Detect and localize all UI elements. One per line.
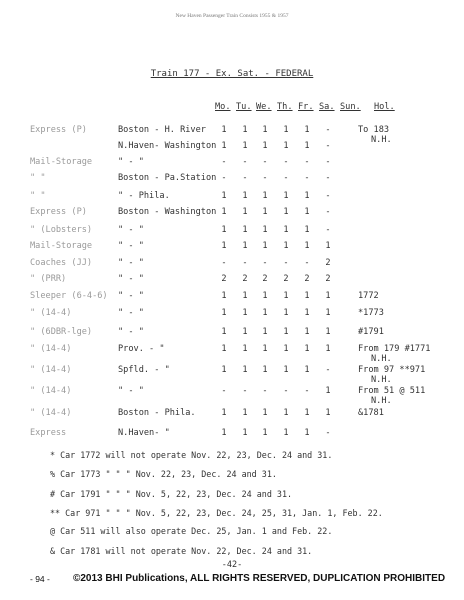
route: " - " — [118, 157, 144, 167]
day-count: - — [221, 258, 227, 268]
car-type: " (Lobsters) — [30, 225, 93, 235]
day-count: - — [283, 386, 289, 396]
day-count: - — [262, 258, 268, 268]
day-count: 1 — [325, 344, 331, 354]
day-count: 1 — [283, 308, 289, 318]
day-count: 1 — [262, 241, 268, 251]
route: N.Haven- Washington — [118, 141, 217, 151]
column-header: Fr. — [298, 102, 314, 112]
day-count: - — [283, 173, 289, 183]
day-count: - — [221, 173, 227, 183]
day-count: 1 — [262, 141, 268, 151]
day-count: 1 — [325, 308, 331, 318]
route: " - " — [118, 291, 144, 301]
column-header: Tu. — [236, 102, 252, 112]
day-count: 1 — [262, 191, 268, 201]
day-count: 1 — [262, 308, 268, 318]
car-type: " (PRR) — [30, 274, 67, 284]
day-count: 1 — [262, 207, 268, 217]
car-type: Express — [30, 428, 67, 438]
sunday-note: #1791 — [358, 327, 384, 337]
day-count: 1 — [283, 408, 289, 418]
route: Boston - Washington — [118, 207, 217, 217]
day-count: - — [242, 386, 248, 396]
route: " - Phila. — [118, 191, 170, 201]
footnote: # Car 1791 " " " Nov. 5, 22, 23, Dec. 24 and 31. — [50, 489, 293, 499]
footnote: % Car 1773 " " " Nov. 22, 23, Dec. 24 and 31. — [50, 469, 277, 479]
column-header: We. — [256, 102, 272, 112]
footnote: ** Car 971 " " " Nov. 5, 22, 23, Dec. 24, 25, 31, Jan. 1, Feb. 22. — [50, 508, 383, 518]
day-count: 1 — [242, 327, 248, 337]
day-count: 1 — [304, 365, 310, 375]
car-type: Coaches (JJ) — [30, 258, 93, 268]
footnote: @ Car 511 will also operate Dec. 25, Jan. 1 and Feb. 22. — [50, 526, 333, 536]
day-count: 1 — [262, 225, 268, 235]
day-count: - — [325, 225, 331, 235]
day-count: 1 — [242, 191, 248, 201]
day-count: 1 — [262, 365, 268, 375]
route: " - " — [118, 327, 144, 337]
day-count: 1 — [221, 141, 227, 151]
footnote: * Car 1772 will not operate Nov. 22, 23, Dec. 24 and 31. — [50, 450, 333, 460]
day-count: 1 — [221, 191, 227, 201]
day-count: - — [325, 428, 331, 438]
day-count: 1 — [242, 408, 248, 418]
day-count: 2 — [221, 274, 227, 284]
day-count: 1 — [242, 428, 248, 438]
day-count: - — [304, 386, 310, 396]
car-type: Mail-Storage — [30, 157, 93, 167]
route: Boston - Phila. — [118, 408, 196, 418]
day-count: - — [262, 157, 268, 167]
day-count: - — [262, 386, 268, 396]
car-type: Mail-Storage — [30, 241, 93, 251]
day-count: 1 — [262, 327, 268, 337]
day-count: 2 — [304, 274, 310, 284]
day-count: - — [242, 258, 248, 268]
day-count: 1 — [283, 241, 289, 251]
day-count: 1 — [304, 344, 310, 354]
day-count: - — [304, 258, 310, 268]
day-count: - — [242, 173, 248, 183]
day-count: 1 — [283, 365, 289, 375]
day-count: 1 — [283, 428, 289, 438]
day-count: 1 — [325, 408, 331, 418]
connection-note: N.H. — [371, 396, 392, 406]
route: " - " — [118, 225, 144, 235]
day-count: 1 — [242, 125, 248, 135]
column-header: Sa. — [319, 102, 335, 112]
car-type: " " — [30, 173, 46, 183]
column-header: Mo. — [215, 102, 231, 112]
day-count: 1 — [262, 428, 268, 438]
route: N.Haven- " — [118, 428, 170, 438]
day-count: 1 — [262, 344, 268, 354]
footer-page-number: - 94 - — [30, 574, 50, 584]
day-count: 1 — [304, 191, 310, 201]
route: " - " — [118, 274, 144, 284]
day-count: 1 — [221, 428, 227, 438]
day-count: 1 — [221, 344, 227, 354]
day-count: 2 — [283, 274, 289, 284]
day-count: - — [221, 386, 227, 396]
day-count: 1 — [221, 291, 227, 301]
day-count: 1 — [262, 291, 268, 301]
day-count: 1 — [283, 344, 289, 354]
day-count: 1 — [325, 386, 331, 396]
day-count: - — [242, 157, 248, 167]
copyright-notice: ©2013 BHI Publications, ALL RIGHTS RESERVED, DUPLICATION PROHIBITED — [73, 573, 446, 584]
day-count: - — [325, 157, 331, 167]
day-count: 1 — [242, 291, 248, 301]
route: " - " — [118, 308, 144, 318]
car-type: " (14-4) — [30, 344, 72, 354]
car-type: " (14-4) — [30, 386, 72, 396]
day-count: 1 — [242, 225, 248, 235]
footnote: & Car 1781 will not operate Nov. 22, Dec. 24 and 31. — [50, 546, 313, 556]
day-count: - — [283, 258, 289, 268]
day-count: 1 — [221, 241, 227, 251]
route: Boston - H. River — [118, 125, 206, 135]
day-count: - — [304, 157, 310, 167]
route: " - " — [118, 258, 144, 268]
day-count: 1 — [304, 141, 310, 151]
car-type: " (14-4) — [30, 365, 72, 375]
day-count: - — [325, 173, 331, 183]
day-count: 1 — [325, 327, 331, 337]
sunday-note: To 183 — [358, 125, 390, 135]
day-count: 1 — [304, 327, 310, 337]
route: " - " — [118, 241, 144, 251]
connection-note: N.H. — [371, 135, 392, 145]
day-count: 1 — [221, 365, 227, 375]
route: Boston - Pa.Station — [118, 173, 217, 183]
car-type: " (14-4) — [30, 408, 72, 418]
day-count: 1 — [221, 408, 227, 418]
day-count: 1 — [221, 125, 227, 135]
day-count: 1 — [325, 291, 331, 301]
day-count: 1 — [304, 428, 310, 438]
connection-note: N.H. — [371, 375, 392, 385]
day-count: 2 — [325, 258, 331, 268]
sunday-note: *1773 — [358, 308, 384, 318]
day-count: 1 — [304, 125, 310, 135]
sunday-note: From 97 **971 — [358, 365, 426, 375]
day-count: 1 — [304, 291, 310, 301]
day-count: - — [325, 141, 331, 151]
car-type: " (6DBR-lge) — [30, 327, 93, 337]
car-type: Sleeper (6-4-6) — [30, 291, 108, 301]
day-count: 1 — [304, 308, 310, 318]
day-count: 1 — [242, 308, 248, 318]
page-title: Train 177 - Ex. Sat. - FEDERAL — [150, 69, 314, 79]
day-count: 2 — [242, 274, 248, 284]
column-header: Hol. — [374, 102, 395, 112]
day-count: 1 — [283, 125, 289, 135]
route: Prov. - " — [118, 344, 165, 354]
day-count: 2 — [325, 274, 331, 284]
day-count: 1 — [221, 207, 227, 217]
column-header: Th. — [277, 102, 293, 112]
car-type: Express (P) — [30, 207, 87, 217]
sunday-note: From 179 #1771 — [358, 344, 431, 354]
route: " - " — [118, 386, 144, 396]
running-header: New Haven Passenger Train Consists 1955 & 1957 — [175, 13, 289, 19]
day-count: 1 — [242, 344, 248, 354]
day-count: - — [325, 207, 331, 217]
day-count: - — [262, 173, 268, 183]
day-count: - — [325, 365, 331, 375]
day-count: - — [325, 191, 331, 201]
day-count: 1 — [242, 241, 248, 251]
day-count: 1 — [304, 241, 310, 251]
day-count: - — [325, 125, 331, 135]
day-count: - — [221, 157, 227, 167]
day-count: 1 — [221, 327, 227, 337]
sunday-note: From 51 @ 511 — [358, 386, 426, 396]
day-count: 1 — [283, 327, 289, 337]
day-count: 1 — [304, 408, 310, 418]
day-count: - — [283, 157, 289, 167]
day-count: 1 — [221, 308, 227, 318]
car-type: Express (P) — [30, 125, 87, 135]
day-count: 1 — [242, 141, 248, 151]
day-count: 1 — [242, 365, 248, 375]
day-count: 1 — [304, 207, 310, 217]
day-count: 1 — [283, 225, 289, 235]
day-count: 1 — [325, 241, 331, 251]
sunday-note: &1781 — [358, 408, 384, 418]
day-count: 1 — [262, 125, 268, 135]
day-count: 1 — [221, 225, 227, 235]
day-count: 2 — [262, 274, 268, 284]
day-count: 1 — [242, 207, 248, 217]
day-count: 1 — [283, 291, 289, 301]
day-count: - — [304, 173, 310, 183]
day-count: 1 — [304, 225, 310, 235]
sunday-note: 1772 — [358, 291, 379, 301]
route: Spfld. - " — [118, 365, 170, 375]
car-type: " (14-4) — [30, 308, 72, 318]
day-count: 1 — [283, 207, 289, 217]
page-number: -42- — [221, 560, 243, 570]
column-header: Sun. — [340, 102, 361, 112]
car-type: " " — [30, 191, 46, 201]
day-count: 1 — [262, 408, 268, 418]
day-count: 1 — [283, 191, 289, 201]
connection-note: N.H. — [371, 354, 392, 364]
day-count: 1 — [283, 141, 289, 151]
